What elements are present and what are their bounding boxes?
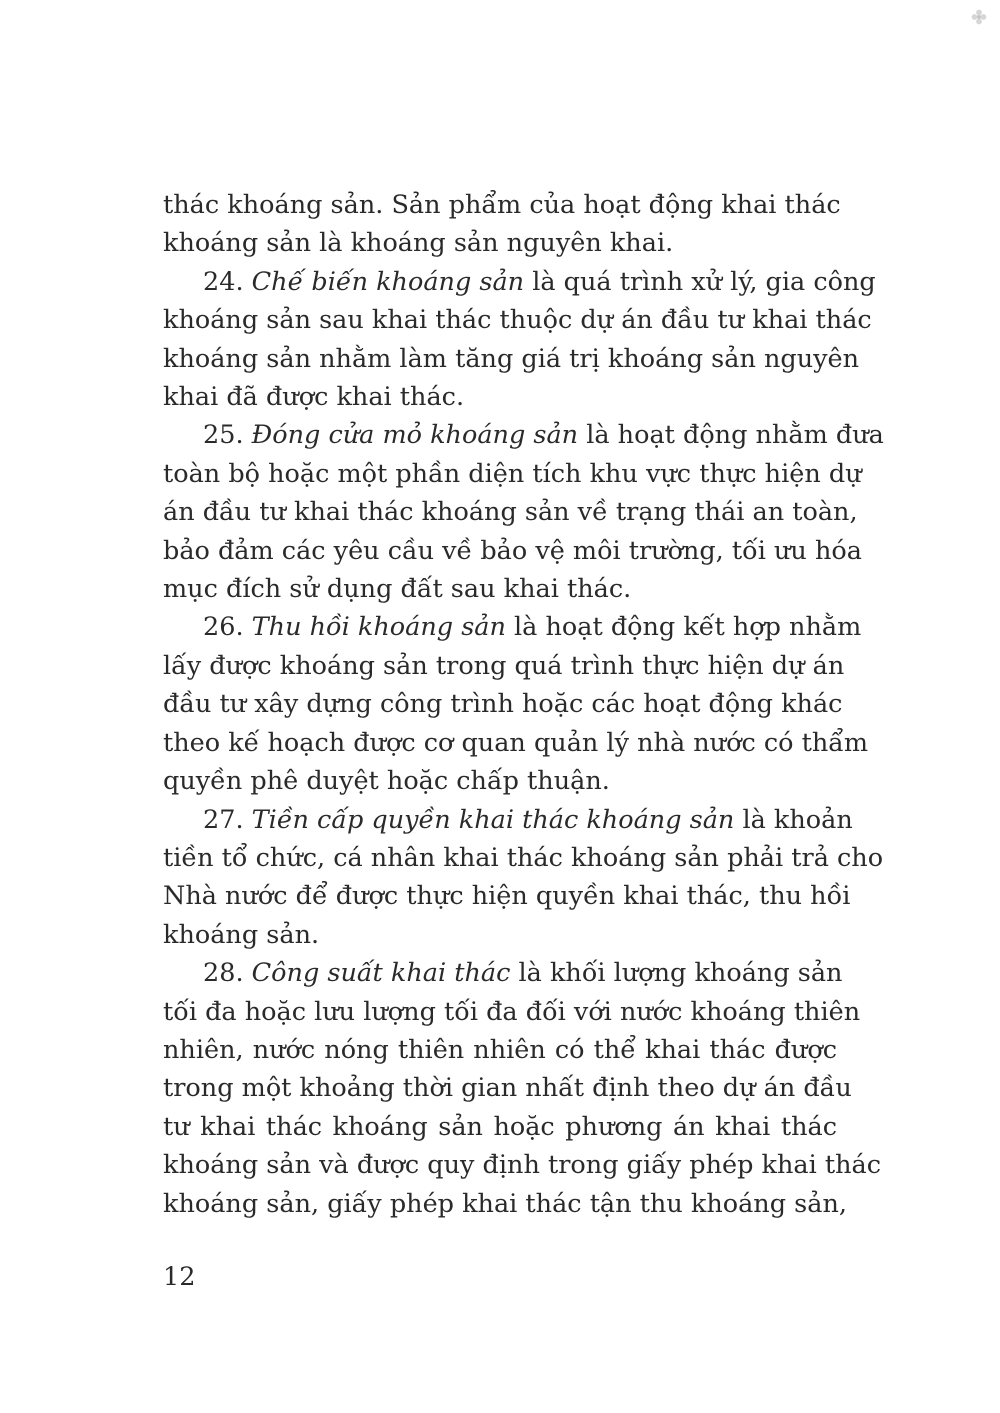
text-fragment: là hoạt động kết hợp nhằm	[505, 612, 862, 643]
text-fragment: là quá trình xử lý, gia công	[524, 266, 876, 297]
text-fragment: là khối lượng khoáng sản	[510, 958, 843, 989]
text-line	[163, 608, 862, 646]
item-number: 27.	[203, 804, 252, 835]
paragraph-item-27	[163, 801, 884, 955]
body-text	[163, 186, 884, 1223]
text-line: khoáng sản là khoáng sản nguyên khai.	[163, 228, 674, 259]
defined-term: Chế biến khoáng sản	[251, 266, 525, 297]
text-line: khoáng sản.	[163, 919, 320, 950]
text-line	[163, 801, 853, 839]
item-number: 28.	[203, 958, 252, 989]
text-line: khoáng sản sau khai thác thuộc dự án đầu tư khai thác	[163, 305, 872, 336]
paragraph-intro	[163, 186, 841, 263]
text-line: theo kế hoạch được cơ quan quản lý nhà nước có thẩm	[163, 727, 869, 758]
text-line: đầu tư xây dựng công trình hoặc các hoạt động khác	[163, 689, 843, 720]
text-line: quyền phê duyệt hoặc chấp thuận.	[163, 766, 610, 797]
page-number: 12	[163, 1262, 196, 1292]
defined-term: Công suất khai thác	[251, 958, 511, 989]
defined-term: Tiền cấp quyền khai thác khoáng sản	[251, 804, 735, 835]
text-line: khoáng sản, giấy phép khai thác tận thu khoáng sản,	[163, 1188, 847, 1219]
text-line: nhiên, nước nóng thiên nhiên có thể khai thác được	[163, 1034, 837, 1065]
text-line	[163, 954, 843, 992]
text-line: thác khoáng sản. Sản phẩm của hoạt động khai thác	[163, 190, 841, 220]
text-line: lấy được khoáng sản trong quá trình thực hiện dự án	[163, 650, 845, 681]
text-line: tiền tổ chức, cá nhân khai thác khoáng sản phải trả cho	[163, 842, 884, 873]
item-number: 26.	[203, 612, 252, 643]
text-line: bảo đảm các yêu cầu về bảo vệ môi trường, tối ưu hóa	[163, 535, 862, 566]
paragraph-item-25	[163, 416, 884, 608]
flower-watermark-icon	[970, 8, 988, 26]
text-line: mục đích sử dụng đất sau khai thác.	[163, 574, 632, 605]
text-line: khai đã được khai thác.	[163, 382, 465, 413]
paragraph-item-28	[163, 954, 882, 1223]
text-line: khoáng sản và được quy định trong giấy phép khai thác	[163, 1150, 882, 1181]
text-line: tư khai thác khoáng sản hoặc phương án khai thác	[163, 1111, 837, 1142]
text-line: án đầu tư khai thác khoáng sản về trạng thái an toàn,	[163, 497, 858, 528]
text-fragment: là khoản	[734, 804, 853, 835]
text-line: khoáng sản nhằm làm tăng giá trị khoáng sản nguyên	[163, 343, 860, 374]
text-fragment: là hoạt động nhằm đưa	[578, 420, 884, 451]
text-line: Nhà nước để được thực hiện quyền khai thác, thu hồi	[163, 881, 851, 912]
text-line: toàn bộ hoặc một phần diện tích khu vực thực hiện dự	[163, 458, 862, 489]
item-number: 25.	[203, 420, 252, 451]
defined-term: Đóng cửa mỏ khoáng sản	[251, 420, 579, 451]
defined-term: Thu hồi khoáng sản	[251, 612, 506, 643]
item-number: 24.	[203, 266, 252, 297]
text-line	[163, 263, 876, 301]
text-line	[163, 416, 884, 454]
text-line: trong một khoảng thời gian nhất định theo dự án đầu	[163, 1073, 852, 1104]
paragraph-item-26	[163, 608, 869, 800]
paragraph-item-24	[163, 263, 876, 417]
text-line: tối đa hoặc lưu lượng tối đa đối với nước khoáng thiên	[163, 996, 861, 1027]
